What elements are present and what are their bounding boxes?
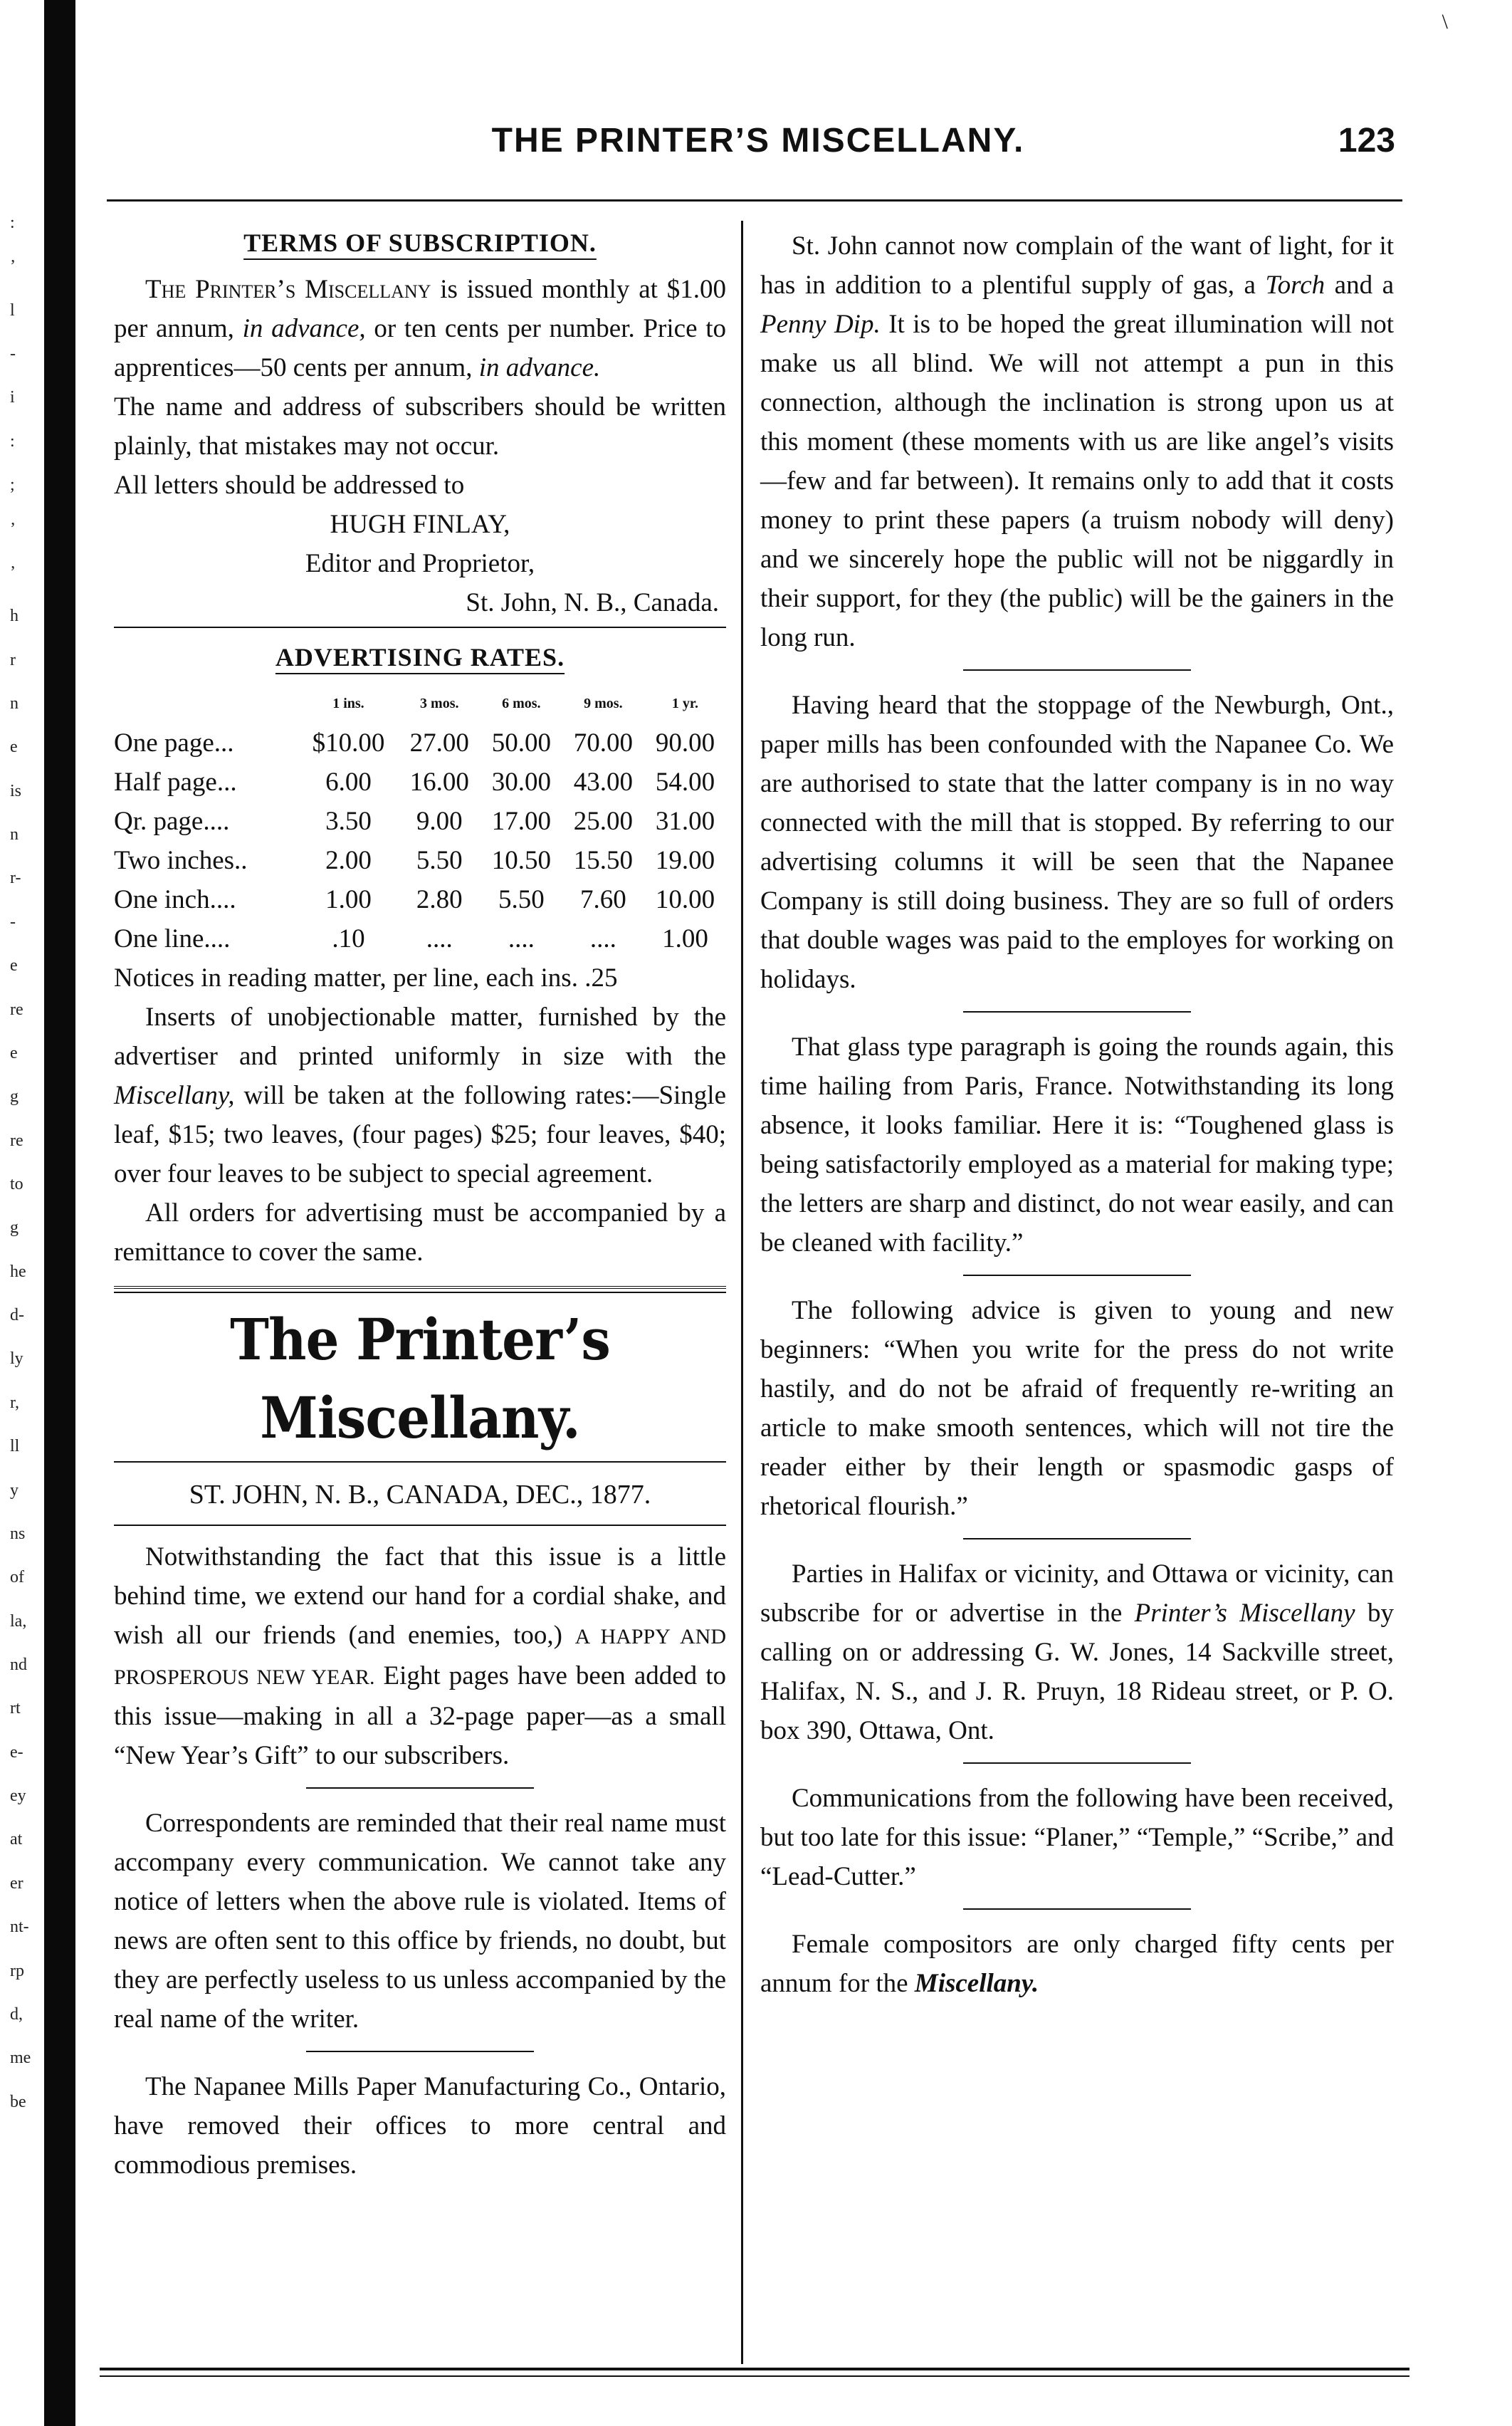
gutter-fragment: be xyxy=(10,2092,26,2111)
gutter-fragment: ey xyxy=(10,1787,26,1806)
text-run: A HAPPY AND PROSPEROUS NEW YEAR. xyxy=(114,1625,726,1689)
header-rule xyxy=(107,199,1402,202)
gutter-fragment: n xyxy=(10,694,19,713)
running-head-title: THE PRINTER’S MISCELLANY. xyxy=(491,122,1025,160)
section-rule xyxy=(114,627,726,628)
gutter-fragment: at xyxy=(10,1830,23,1849)
terms-paragraph xyxy=(114,270,726,387)
text-run: Penny Dip. xyxy=(760,310,881,339)
rates-cell: 90.00 xyxy=(655,728,715,758)
gutter-fragment: ns xyxy=(10,1524,26,1543)
rates-cell: 2.80 xyxy=(416,885,463,914)
rates-row-label: One page... xyxy=(114,728,234,758)
rates-table xyxy=(114,684,726,958)
rates-row xyxy=(114,802,726,841)
ornamental-divider xyxy=(760,1750,1394,1779)
rates-cell: 54.00 xyxy=(655,768,715,797)
rates-cell: 5.50 xyxy=(416,846,463,875)
rates-cell: .... xyxy=(589,924,616,953)
gutter-fragment: ly xyxy=(10,1349,23,1369)
paragraph-female-compositors xyxy=(760,1925,1394,2003)
gutter-fragment: ’ xyxy=(10,563,16,582)
text-run: in advance, xyxy=(242,314,366,343)
rates-column-header: 1 ins. xyxy=(332,696,364,711)
text-run: Eight pages have been added to this issue—making in all a 32-page paper—as a small “New Year’s Gift” to our subscribers. xyxy=(114,1661,726,1770)
text-run: Torch xyxy=(1265,271,1325,300)
gutter-fragment: n xyxy=(10,825,19,845)
rates-column-header xyxy=(114,684,298,723)
gutter-fragment: to xyxy=(10,1175,23,1193)
rates-cell: 3.50 xyxy=(325,807,372,836)
rates-row-label: Qr. page.... xyxy=(114,807,230,836)
editorial-paragraph-new-year xyxy=(114,1537,726,1775)
gutter-fragment: is xyxy=(10,781,22,800)
editor-place: St. John, N. B., Canada. xyxy=(466,588,719,617)
rates-cell: 9.00 xyxy=(416,807,463,836)
rates-cell: 19.00 xyxy=(655,846,715,875)
rates-cell: $10.00 xyxy=(312,728,385,758)
gutter-fragment: d- xyxy=(10,1306,24,1325)
notices-line: Notices in reading matter, per line, each ins. .25 xyxy=(114,963,618,993)
gutter-fragment: - xyxy=(10,912,16,931)
rates-row xyxy=(114,919,726,958)
rates-cell: 5.50 xyxy=(498,885,545,914)
rates-cell: 43.00 xyxy=(573,768,633,797)
rates-row-label: Half page... xyxy=(114,768,237,797)
text-run: by calling on or addressing G. W. Jones, 14 Sackville street, Halifax, N. S., and J. R. Pruyn, 18 Rideau street, or P. O. box 390, Ottawa, Ont. xyxy=(760,1599,1394,1745)
text-run: or ten cents per number. Price to apprentices—50 cents per annum, xyxy=(114,314,727,382)
bottom-rule-thin xyxy=(100,2375,1409,2377)
paragraph-halifax-ottawa xyxy=(760,1554,1394,1750)
rates-cell: 70.00 xyxy=(573,728,633,758)
paragraph-gas-light xyxy=(760,226,1394,657)
gutter-fragment: rp xyxy=(10,1961,24,1980)
text-run: Inserts of unobjectionable matter, furnished by the advertiser and printed uniformly in size with the xyxy=(114,1003,726,1071)
paragraph-communications: Communications from the following have been received, but too late for this issue: “Planer,” “Temple,” “Scribe,” and “Lead-Cutter.” xyxy=(760,1784,1394,1891)
paragraph-paper-mills: Having heard that the stoppage of the Newburgh, Ont., paper mills has been confounded with the Napanee Co. We are authorised to state that the latter company is in no way connected with the mill that is stopped. By referring to our advertising columns it will be seen that the Napanee Company is still doing business. They are so full of orders that double wages was paid to the employes for working on holidays. xyxy=(760,691,1394,994)
ornamental-divider xyxy=(760,1262,1394,1291)
text-run: Miscellany. xyxy=(914,1969,1039,1998)
rates-cell: 17.00 xyxy=(491,807,551,836)
terms-letters: All letters should be addressed to xyxy=(114,471,465,500)
text-run: Notwithstanding the fact that this issue is a little behind time, we extend our hand for a cordial shake, and wish all our friends (and enemies, too,) xyxy=(114,1542,726,1650)
rates-row xyxy=(114,723,726,763)
stray-mark: \ xyxy=(1442,10,1448,33)
rates-cell: 30.00 xyxy=(491,768,551,797)
text-run: Printer’s Miscellany xyxy=(1134,1599,1355,1628)
masthead: The Printer’s Miscellany. xyxy=(230,1306,610,1451)
rates-cell: 2.00 xyxy=(325,846,372,875)
running-head xyxy=(107,121,1409,178)
gutter-fragment: nt- xyxy=(10,1918,29,1937)
text-run: Miscellany, xyxy=(114,1081,235,1110)
rates-cell: 10.00 xyxy=(655,885,715,914)
gutter-fragment: r, xyxy=(10,1393,20,1412)
rates-cell: 50.00 xyxy=(491,728,551,758)
editor-role: Editor and Proprietor, xyxy=(305,549,535,578)
gutter-fragment: re xyxy=(10,1131,23,1150)
rates-cell: 15.50 xyxy=(573,846,633,875)
gutter-fragment: : xyxy=(10,432,15,451)
editor-name: HUGH FINLAY, xyxy=(330,510,510,539)
ornamental-divider xyxy=(114,2039,726,2067)
ornamental-divider xyxy=(114,1775,726,1804)
rates-row-label: Two inches.. xyxy=(114,846,248,875)
gutter-fragment: of xyxy=(10,1568,24,1587)
gutter-fragment: - xyxy=(10,345,16,364)
publication-name: The Printer’s Miscellany xyxy=(145,275,431,304)
gutter-fragment: d, xyxy=(10,2004,23,2024)
gutter-fragment: ’ xyxy=(10,519,16,538)
rates-cell: 25.00 xyxy=(573,807,633,836)
text-run: is issued monthly at $1.00 per annum, xyxy=(114,275,726,343)
right-column xyxy=(760,214,1394,2003)
column-divider xyxy=(741,221,743,2364)
rates-cell: 1.00 xyxy=(325,885,372,914)
text-run: and a xyxy=(1325,271,1394,300)
rates-cell: 10.50 xyxy=(491,846,551,875)
gutter-fragment: y xyxy=(10,1480,19,1500)
text-run: St. John cannot now complain of the want of light, for it has in addition to a plentiful supply of gas, a xyxy=(760,231,1394,300)
rates-cell: 31.00 xyxy=(655,807,715,836)
rates-cell: 27.00 xyxy=(409,728,469,758)
gutter-fragment: l xyxy=(10,300,15,320)
gutter-fragment: nd xyxy=(10,1656,27,1674)
masthead-rule-top xyxy=(114,1286,726,1293)
rates-cell: .10 xyxy=(332,924,365,953)
rates-cell: 7.60 xyxy=(579,885,626,914)
gutter-fragment: r xyxy=(10,650,16,669)
gutter-fragment: ; xyxy=(10,476,15,495)
gutter-fragment: rt xyxy=(10,1699,21,1718)
gutter-fragment: he xyxy=(10,1262,26,1281)
facing-page-gutter xyxy=(0,0,43,2426)
terms-name-address: The name and address of subscribers should be written plainly, that mistakes may not occur. xyxy=(114,392,726,461)
gutter-fragment: e- xyxy=(10,1742,23,1762)
editorial-paragraph-correspondents: Correspondents are reminded that their real name must accompany every communication. We cannot take any notice of letters when the above rule is violated. Items of news are often sent to this office by friends, no doubt, but they are perfectly useless to us unless accompanied by the real name of the writer. xyxy=(114,1809,726,2034)
page-number: 123 xyxy=(1338,122,1395,160)
text-run: Parties in Halifax or vicinity, and Ottawa or vicinity, can subscribe for or advertise in the xyxy=(760,1559,1394,1628)
dateline-rule xyxy=(114,1525,726,1526)
text-run: in advance. xyxy=(478,353,601,382)
rates-row xyxy=(114,763,726,802)
rates-column-header: 9 mos. xyxy=(584,696,623,711)
left-column xyxy=(114,214,726,2185)
bottom-rule-thick xyxy=(100,2368,1409,2370)
paragraph-advice: The following advice is given to young and new beginners: “When you write for the press do not write hastily, and do not be afraid of frequently re-writing an article to make smooth sentences, which will not tire the reader either by their length or spasmodic gasps of rhetorical flourish.” xyxy=(760,1296,1394,1521)
terms-heading: TERMS OF SUBSCRIPTION. xyxy=(243,229,597,257)
rates-cell: .... xyxy=(426,924,453,953)
gutter-fragment: h xyxy=(10,607,19,626)
paragraph-glass-type: That glass type paragraph is going the rounds again, this time hailing from Paris, France. Notwithstanding its long absence, it looks familiar. Here it is: “Toughened glass is being satisfactorily employed as a material for making type; the letters are sharp and distinct, do not wear easily, and can be cleaned with facility.” xyxy=(760,1032,1394,1258)
gutter-fragment: er xyxy=(10,1873,23,1893)
rates-cell: 1.00 xyxy=(662,924,708,953)
gutter-fragment: g xyxy=(10,1218,19,1238)
rates-cell: 16.00 xyxy=(409,768,469,797)
ornamental-divider xyxy=(760,999,1394,1028)
gutter-fragment: ’ xyxy=(10,257,16,276)
masthead-rule-bottom xyxy=(114,1461,726,1463)
text-run: will be taken at the following rates:—Single leaf, $15; two leaves, (four pages) $25; four leaves, $40; over four leaves to be subject to special agreement. xyxy=(114,1081,726,1188)
gutter-fragment: ll xyxy=(10,1437,20,1456)
rates-row xyxy=(114,841,726,880)
dateline: ST. JOHN, N. B., CANADA, DEC., 1877. xyxy=(189,1480,651,1510)
gutter-fragment: : xyxy=(10,214,15,232)
ornamental-divider xyxy=(760,1896,1394,1925)
gutter-fragment: me xyxy=(10,2049,31,2068)
text-run: It is to be hoped the great illumination will not make us all blind. We will not attempt a pun in this connection, although the inclination is strong upon us at this moment (these moments with us are like angel’s visits—few and far between). It remains only to add that it costs money to print these papers (a truism nobody will deny) and we sincerely hope the public will not be niggardly in their support, for they (the public) will be the gainers in the long run. xyxy=(760,310,1394,652)
gutter-fragment: g xyxy=(10,1087,19,1107)
inserts-paragraph xyxy=(114,998,726,1193)
ornamental-divider xyxy=(760,1526,1394,1554)
ornamental-divider xyxy=(760,657,1394,686)
rates-cell: 6.00 xyxy=(325,768,372,797)
gutter-fragment: r- xyxy=(10,869,21,888)
rates-column-header: 1 yr. xyxy=(671,696,698,711)
gutter-fragment: e xyxy=(10,956,18,976)
text-run: Female compositors are only charged fifty cents per annum for the xyxy=(760,1930,1394,1998)
gutter-fragment: re xyxy=(10,1000,23,1019)
gutter-fragment: e xyxy=(10,738,18,757)
rates-column-header: 6 mos. xyxy=(502,696,541,711)
rates-row-label: One inch.... xyxy=(114,885,236,914)
orders-paragraph: All orders for advertising must be accompanied by a remittance to cover the same. xyxy=(114,1198,726,1267)
gutter-fragment: la, xyxy=(10,1611,27,1631)
rates-column-header: 3 mos. xyxy=(420,696,459,711)
gutter-fragment: e xyxy=(10,1043,18,1062)
advertising-heading: ADVERTISING RATES. xyxy=(275,643,565,671)
rates-row xyxy=(114,880,726,919)
editorial-paragraph-napanee: The Napanee Mills Paper Manufacturing Co., Ontario, have removed their offices to more central and commodious premises. xyxy=(114,2072,726,2180)
rates-row-label: One line.... xyxy=(114,924,231,953)
book-spine-shadow xyxy=(44,0,75,2426)
rates-cell: .... xyxy=(508,924,535,953)
gutter-fragment: i xyxy=(10,388,15,407)
